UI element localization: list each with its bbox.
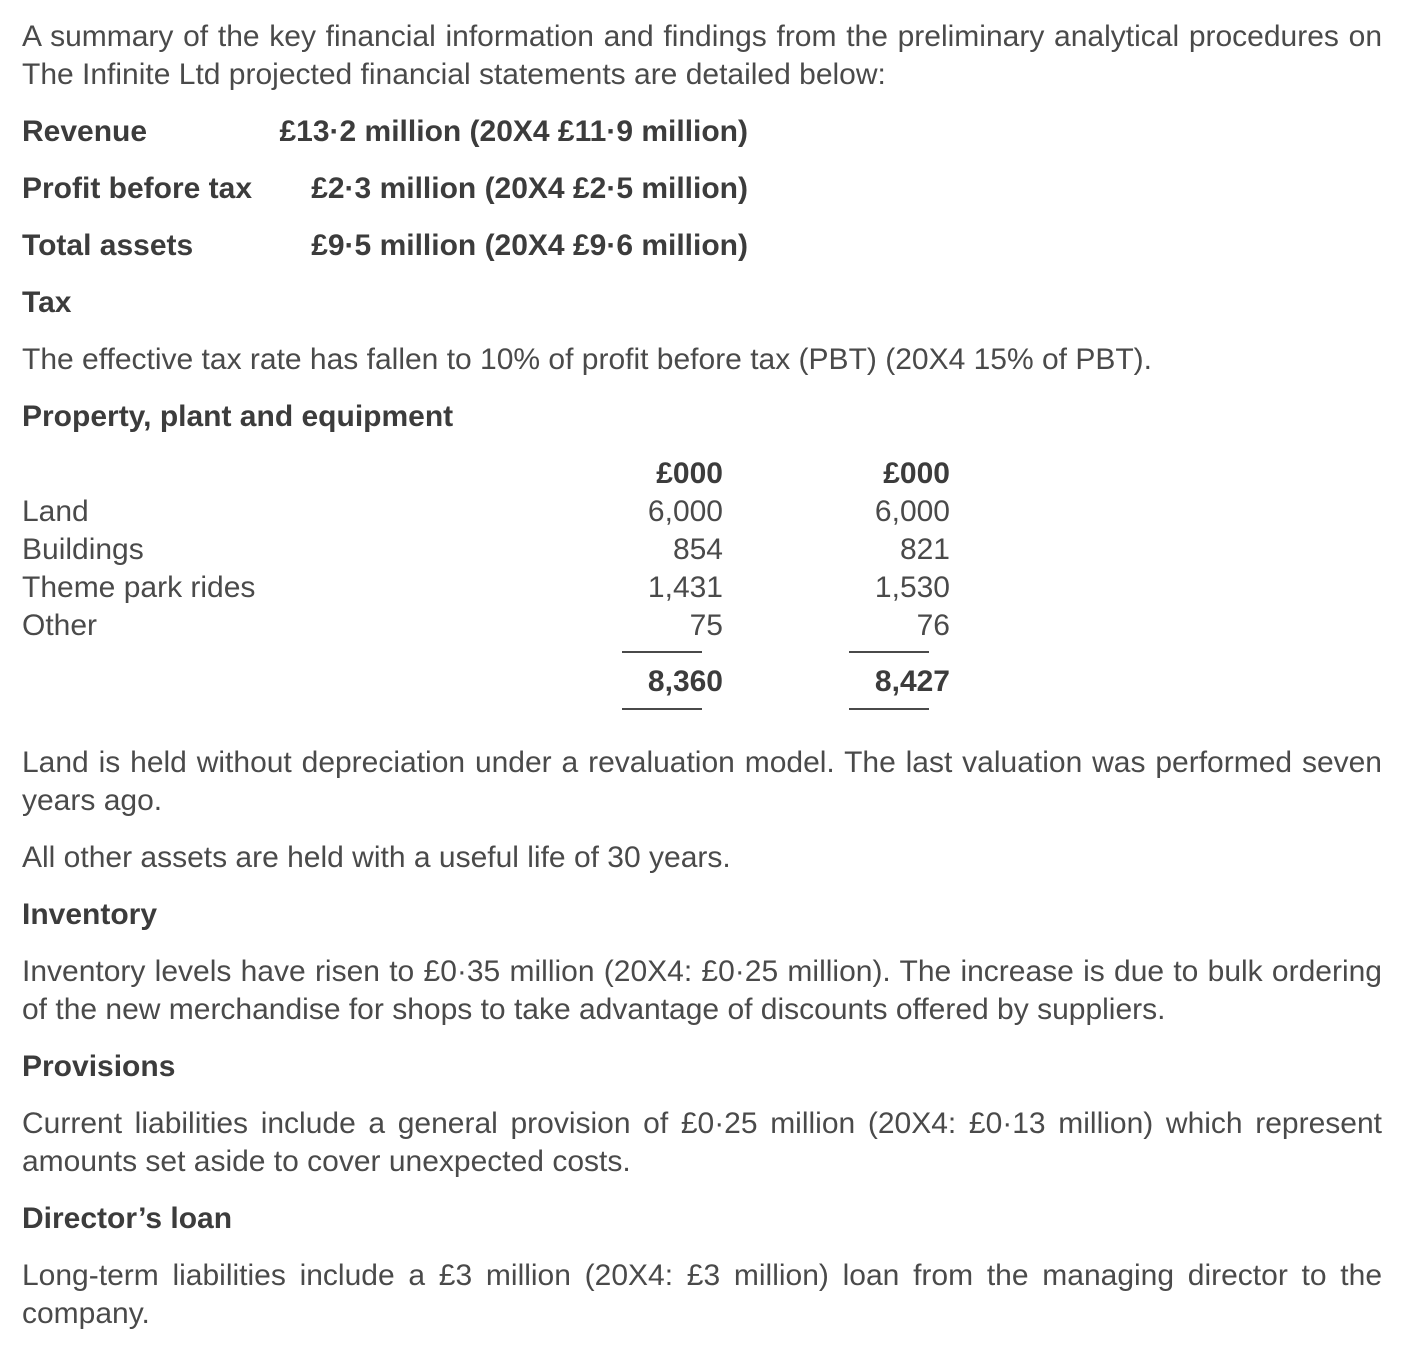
ppe-heading: Property, plant and equipment [22,400,454,433]
cell-value: 6,000 [874,495,950,528]
key-figure-total-assets [22,227,1382,265]
key-figure-label: Revenue [22,115,148,148]
row-label: Other [22,609,98,642]
key-figure-profit-before-tax [22,170,1382,208]
cell-value: 821 [899,533,950,566]
total-value: 8,427 [874,665,950,698]
subtotal-rule [622,651,702,653]
cell-value: 76 [916,609,950,642]
cell-value: 75 [689,609,723,642]
key-figure-label: Profit before tax [22,172,253,205]
cell-value: 1,530 [874,571,950,604]
key-figure-label: Total assets [22,229,194,262]
cell-value: 6,000 [647,495,723,528]
key-figure-value: £2·3 million (20X4 £2·5 million) [311,172,748,205]
row-label: Theme park rides [22,571,256,604]
cell-value: 854 [672,533,723,566]
table-row [22,607,1382,645]
cell-value: 1,431 [647,571,723,604]
key-figure-revenue [22,113,1382,151]
inventory-heading: Inventory [22,898,158,931]
key-figure-value: £9·5 million (20X4 £9·6 million) [311,229,748,262]
totals-row [22,663,1382,701]
tax-heading: Tax [22,286,72,319]
tax-paragraph: The effective tax rate has fallen to 10% of profit before tax (PBT) (20X4 15% of PBT). [22,343,1153,376]
row-label: Land [22,495,89,528]
ppe-note-land: Land is held without depreciation under a revaluation model. The last valuation was performed seven years ago. [22,746,1382,817]
row-label: Buildings [22,533,144,566]
subtotal-rule [849,651,929,653]
table-row [22,569,1382,607]
inventory-paragraph: Inventory levels have risen to £0·35 million (20X4: £0·25 million). The increase is due to bulk ordering of the new merchandise for shops to take advantage of discounts offered by suppliers. [22,955,1382,1026]
ppe-note-useful-life: All other assets are held with a useful life of 30 years. [22,841,731,874]
table-row [22,531,1382,569]
ppe-header-row [22,455,1382,493]
total-rule [849,708,929,710]
directors-loan-paragraph: Long-term liabilities include a £3 million (20X4: £3 million) loan from the managing director to the company. [22,1259,1382,1330]
table-row [22,493,1382,531]
total-rule [622,708,702,710]
column-header: £000 [656,457,723,490]
provisions-paragraph: Current liabilities include a general provision of £0·25 million (20X4: £0·13 million) which represent amounts set aside to cover unexpected costs. [22,1107,1382,1178]
intro-paragraph: A summary of the key financial information and findings from the preliminary analytical procedures on The Infinite Ltd projected financial statements are detailed below: [22,20,1382,91]
total-value: 8,360 [647,665,723,698]
ppe-table [22,455,1382,735]
provisions-heading: Provisions [22,1050,176,1083]
column-header: £000 [883,457,950,490]
directors-loan-heading: Director’s loan [22,1202,233,1235]
key-figure-value: £13·2 million (20X4 £11·9 million) [279,115,748,148]
